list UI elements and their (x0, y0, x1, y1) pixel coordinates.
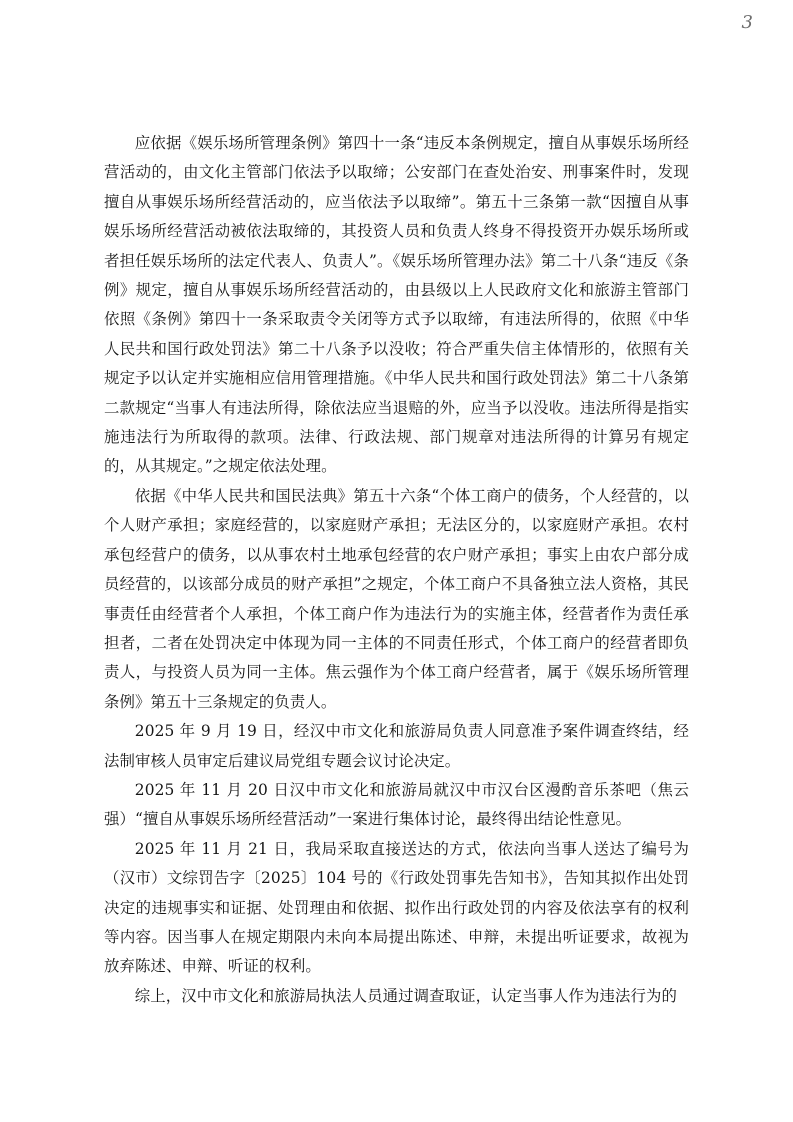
paragraph-civil-code: 依据《中华人民共和国民法典》第五十六条“个体工商户的债务，个人经营的，以个人财产承担；家庭经营的，以家庭财产承担；无法区分的，以家庭财产承担。农村承包经营户的债务，以从事农村土地承包经营的农户财产承担；事实上由农户部分成员经营的，以该部分成员的财产承担”之规定，个体工商户不具备独立法人资格，其民事责任由经营者个人承担，个体工商户作为违法行为的实施主体，经营者作为责任承担者，二者在处罚决定中体现为同一主体的不同责任形式，个体工商户的经营者即负责人，与投资人员为同一主体。焦云强作为个体工商户经营者，属于《娱乐场所管理条例》第五十三条规定的负责人。 (104, 486, 689, 711)
paragraph-summary: 综上，汉中市文化和旅游局执法人员通过调查取证，认定当事人作为违法行为的 (134, 986, 677, 1005)
paragraph-investigation-conclusion: 2025 年 9 月 19 日，经汉中市文化和旅游局负责人同意准予案件调查终结，经法制审核人员审定后建议局党组专题会议讨论决定。 (104, 722, 689, 770)
document-body (104, 129, 689, 1011)
page-number: 3 (741, 12, 753, 33)
paragraph-notice-delivery: 2025 年 11 月 21 日，我局采取直接送达的方式，依法向当事人送达了编号为（汉市）文综罚告字〔2025〕104 号的《行政处罚事先告知书》，告知其拟作出处罚决定的违规事实和证据、处罚理由和依据、拟作出行政处罚的内容及依法享有的权利等内容。因当事人在规定期限内未向本局提出陈述、申辩，未提出听证要求，故视为放弃陈述、申辩、听证的权利。 (104, 839, 689, 976)
paragraph-legal-basis: 应依据《娱乐场所管理条例》第四十一条“违反本条例规定，擅自从事娱乐场所经营活动的，由文化主管部门依法予以取缔；公安部门在查处治安、刑事案件时，发现擅自从事娱乐场所经营活动的，应当依法予以取缔”。第五十三条第一款“因擅自从事娱乐场所经营活动被依法取缔的，其投资人员和负责人终身不得投资开办娱乐场所或者担任娱乐场所的法定代表人、负责人”。《娱乐场所管理办法》第二十八条“违反《条例》规定，擅自从事娱乐场所经营活动的，由县级以上人民政府文化和旅游主管部门依照《条例》第四十一条采取责令关闭等方式予以取缔，有违法所得的，依照《中华人民共和国行政处罚法》第二十八条予以没收；符合严重失信主体情形的，依照有关规定予以认定并实施相应信用管理措施。《中华人民共和国行政处罚法》第二十八条第二款规定“当事人有违法所得，除依法应当退赔的外，应当予以没收。违法所得是指实施违法行为所取得的款项。法律、行政法规、部门规章对违法所得的计算另有规定的，从其规定。”之规定依法处理。 (104, 134, 689, 476)
paragraph-collective-discussion: 2025 年 11 月 20 日汉中市文化和旅游局就汉中市汉台区漫酌音乐茶吧（焦云强）“擅自从事娱乐场所经营活动”一案进行集体讨论，最终得出结论性意见。 (104, 780, 689, 829)
